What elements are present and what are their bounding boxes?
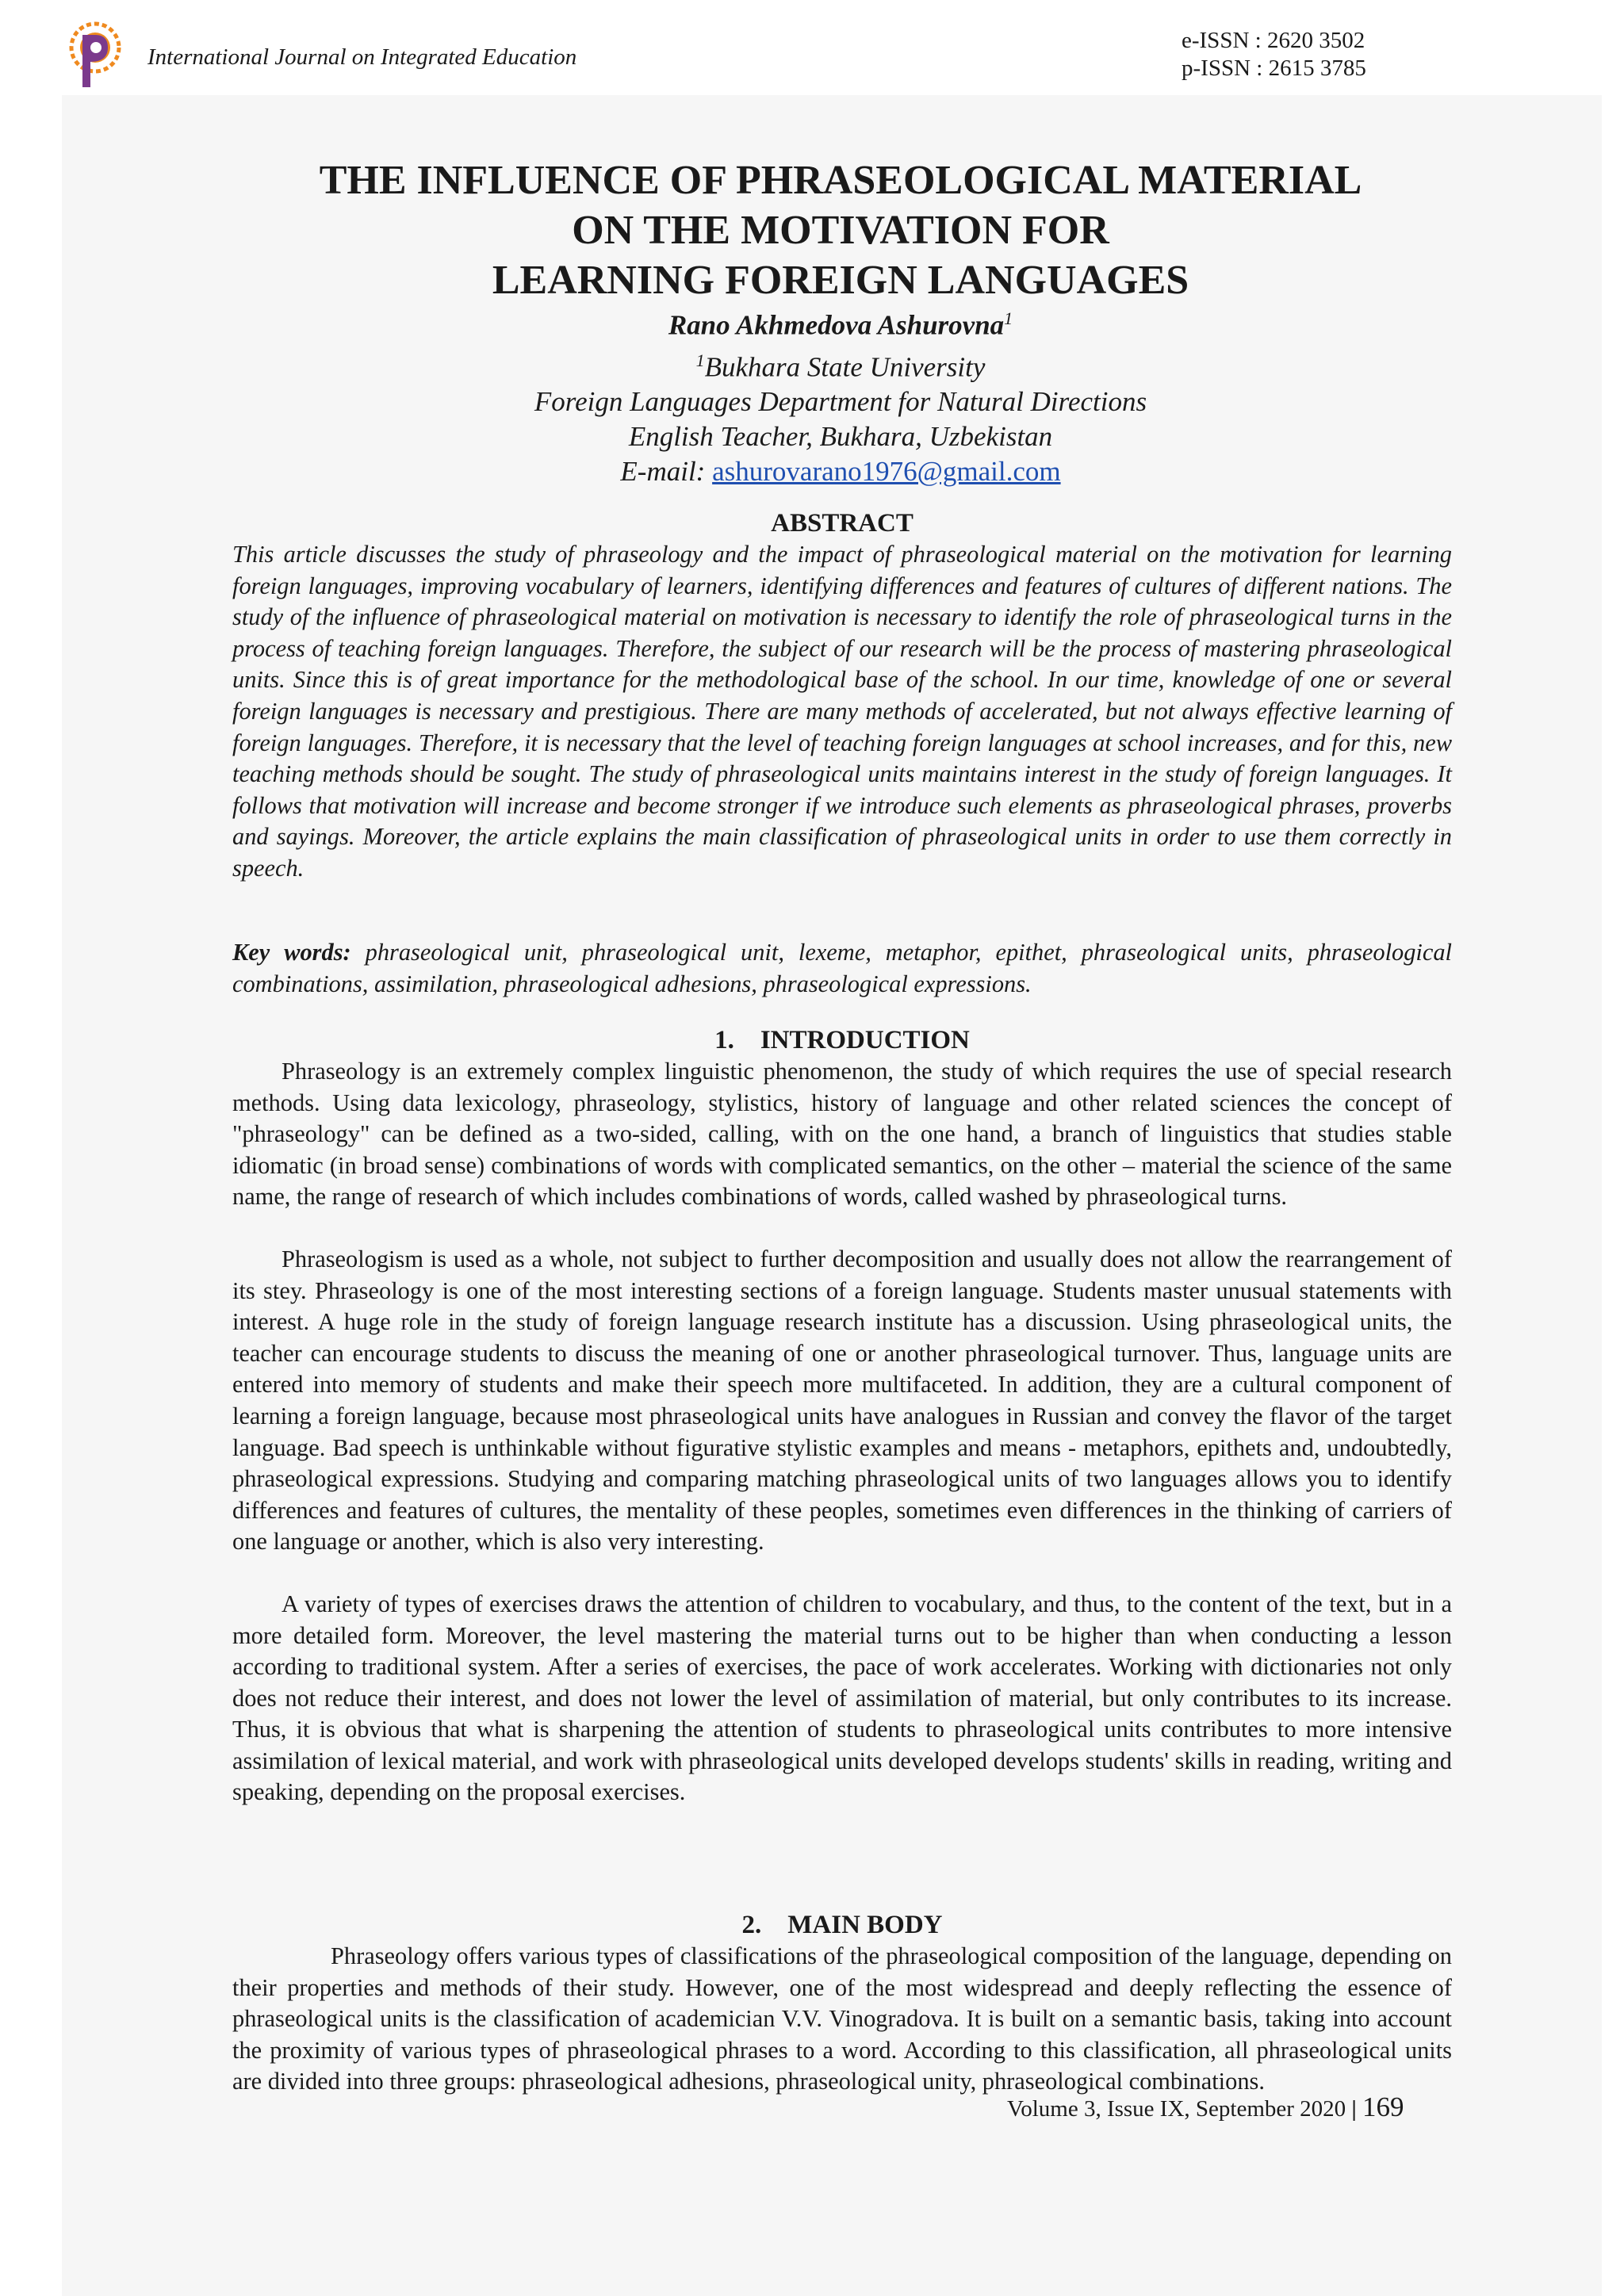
main-body-heading: 2. MAIN BODY [741, 1911, 943, 1939]
title-line: THE INFLUENCE OF PHRASEOLOGICAL MATERIAL [319, 158, 1362, 203]
main-body-section [232, 1909, 1452, 2098]
page-footer [1007, 2091, 1404, 2123]
volume-info: Volume 3, Issue IX, September 2020 [1007, 2096, 1346, 2122]
author-block [230, 301, 1451, 489]
affiliation-sup: 1 [695, 350, 705, 370]
journal-logo-icon [67, 21, 124, 89]
introduction-heading: 1. INTRODUCTION [714, 1026, 970, 1054]
issn-block [1182, 27, 1366, 82]
keywords-label: Key words: [232, 939, 351, 966]
footer-separator: | [1351, 2096, 1357, 2122]
email-line [230, 454, 1451, 489]
email-link[interactable]: ashurovarano1976@gmail.com [712, 456, 1061, 488]
eissn: e-ISSN : 2620 3502 [1182, 28, 1365, 53]
article-title [230, 155, 1451, 305]
email-label: E-mail: [620, 456, 706, 488]
intro-paragraph: Phraseology is an extremely complex linguistic phenomenon, the study of which requires the use of special research methods. Using data lexicology, phraseology, stylistics, history of language and other related sciences the concept of "phraseology" can be defined as a two-sided, calling, with on the one hand, a branch of linguistics that studies stable idiomatic (in broad sense) combinations of words with complicated semantics, on the other – material the science of the same name, the range of research of which includes combinations of words, called washed by phraseological turns. [232, 1058, 1452, 1211]
position: English Teacher, Bukhara, Uzbekistan [628, 421, 1053, 453]
department: Foreign Languages Department for Natural Directions [534, 386, 1147, 418]
author-sup: 1 [1004, 308, 1013, 328]
intro-paragraph: Phraseologism is used as a whole, not subject to further decomposition and usually does not allow the rearrangement of its stey. Phraseology is one of the most interesting sections of a foreign language. Students master unusual statements with interest. A huge role in the study of foreign language research institute has a discussion. Using phraseological units, the teacher can encourage students to discuss the meaning of one or another phraseological turnover. Thus, language units are entered into memory of students and make their speech more multifaceted. In addition, they are a cultural component of learning a foreign language, because most phraseological units have analogues in Russian and convey the flavor of the target language. Bad speech is unthinkable without figurative stylistic examples and means - metaphors, epithets and, undoubtedly, phraseological expressions. Studying and comparing matching phraseological units of two languages allows you to identify differences and features of cultures, the mentality of these peoples, sometimes even differences in the thinking of carriers of one language or another, which is also very interesting. [232, 1245, 1452, 1556]
keywords [232, 937, 1452, 1000]
pissn: p-ISSN : 2615 3785 [1182, 55, 1366, 81]
intro-paragraph: A variety of types of exercises draws the attention of children to vocabulary, and thus, to the content of the text, but in a more detailed form. Moreover, the level mastering the material turns out to be higher than when conducting a lesson according to traditional system. After a series of exercises, the pace of work accelerates. Working with dictionaries not only does not reduce their interest, and does not lower the level of assimilation of material, but only contributes to its increase. Thus, it is obvious that what is sharpening the attention of students to phraseological units contributes to more intensive assimilation of lexical material, and work with phraseological units developed develops students' skills in reading, writing and speaking, depending on the proposal exercises. [232, 1590, 1452, 1806]
abstract-section [232, 507, 1452, 885]
keywords-text: phraseological unit, phraseological unit, lexeme, metaphor, epithet, phraseological units, phraseological combinations, assimilation, phraseological adhesions, phraseological expressions. [232, 939, 1453, 997]
page-number: 169 [1362, 2091, 1404, 2122]
abstract-heading: ABSTRACT [771, 509, 914, 538]
affiliation: Bukhara State University [704, 351, 986, 383]
introduction-section [232, 1024, 1452, 1808]
main-body-paragraph: Phraseology offers various types of classifications of the phraseological composition of the language, depending on their properties and methods of their study. However, one of the most widespread and deeply reflecting the essence of phraseological units is the classification of academician V.V. Vinogradova. It is built on a semantic basis, taking into account the proximity of various types of phraseological phrases to a word. According to this classification, all phraseological units are divided into three groups: phraseological adhesions, phraseological unity, phraseological combinations. [232, 1942, 1452, 2095]
abstract-text: This article discusses the study of phraseology and the impact of phraseological material on the motivation for learning foreign languages, improving vocabulary of learners, identifying differences and features of cultures of different nations. The study of the influence of phraseological material on motivation is necessary to identify the role of phraseological turns in the process of teaching foreign languages. Therefore, the subject of our research will be the process of mastering phraseological units. Since this is of great importance for the methodological base of the school. In our time, knowledge of one or several foreign languages is necessary and prestigious. There are many methods of accelerated, but not always effective learning of foreign languages. Therefore, it is necessary that the level of teaching foreign languages at school increases, and for this, new teaching methods should be sought. The study of phraseological units maintains interest in the study of foreign languages. It follows that motivation will increase and become stronger if we introduce such elements as phraseological phrases, proverbs and sayings. Moreover, the article explains the main classification of phraseological units in order to use them correctly in speech. [232, 541, 1452, 882]
author-line [230, 301, 1451, 343]
author-name: Rano Akhmedova Ashurovna [668, 309, 1005, 341]
affiliation-line [230, 343, 1451, 385]
title-line: ON THE MOTIVATION FOR [572, 208, 1109, 253]
journal-name: International Journal on Integrated Education [147, 44, 577, 70]
title-line: LEARNING FOREIGN LANGUAGES [492, 258, 1189, 303]
